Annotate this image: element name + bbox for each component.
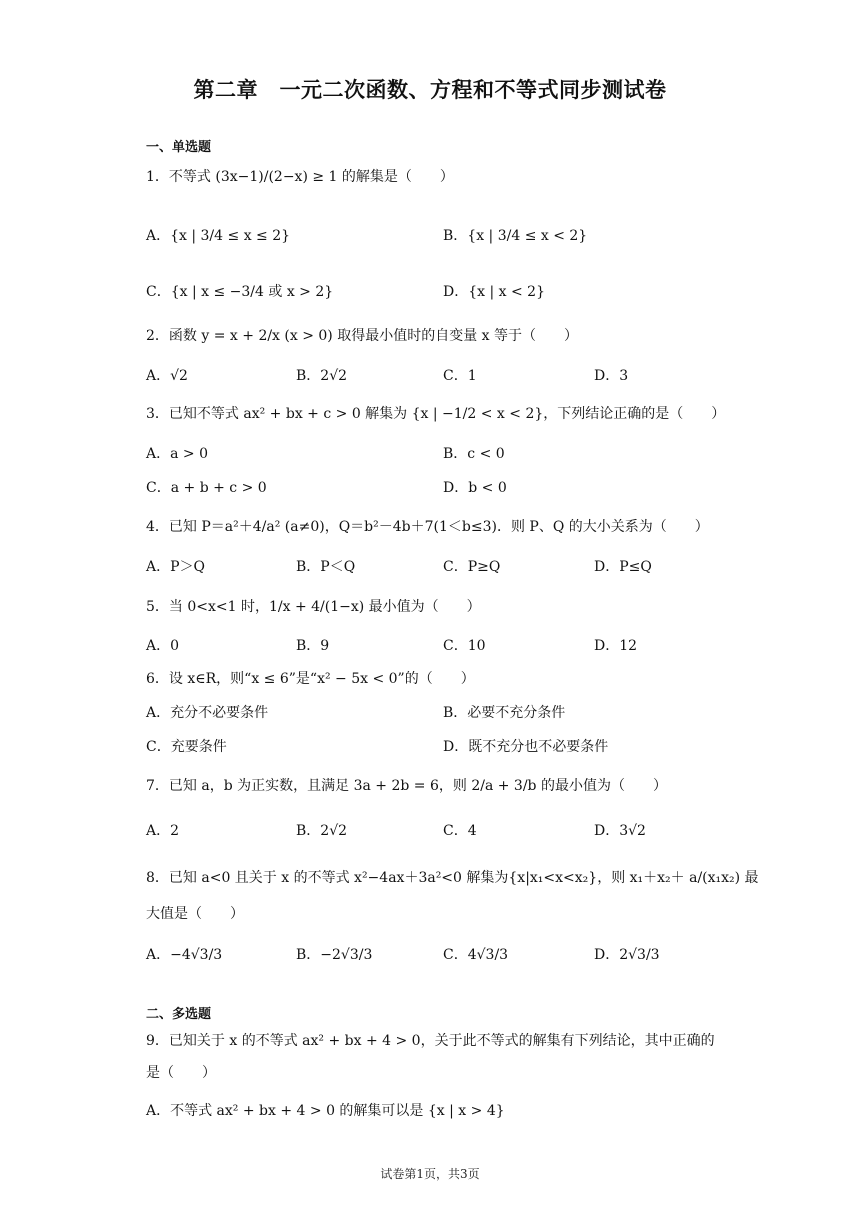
q4-option-c: C．P≥Q bbox=[443, 559, 501, 575]
question-1 bbox=[146, 167, 454, 187]
question-9 bbox=[146, 1031, 715, 1051]
question-2 bbox=[146, 326, 578, 346]
question-stem: 已知 a，b 为正实数，且满足 3a + 2b = 6，则 2/a + 3/b 的最小值为（ ） bbox=[168, 778, 667, 794]
question-7 bbox=[146, 776, 667, 796]
q5-option-d: D．12 bbox=[594, 638, 638, 654]
question-stem: 已知不等式 ax² + bx + c > 0 解集为 {x | −1/2 < x < 2}，下列结论正确的是（ ） bbox=[168, 406, 726, 422]
q8-option-b: B．−2√3/3 bbox=[296, 947, 373, 963]
q6-option-b: B．必要不充分条件 bbox=[443, 705, 566, 721]
question-number: 1． bbox=[146, 169, 169, 185]
question-stem: 已知 P＝a²＋4/a² (a≠0)，Q＝b²－4b＋7(1＜b≤3)．则 P、Q 的大小关系为（ ） bbox=[168, 519, 709, 535]
question-number: 2． bbox=[146, 328, 169, 344]
question-number: 4． bbox=[146, 519, 169, 535]
page-title: 第二章 一元二次函数、方程和不等式同步测试卷 bbox=[193, 78, 667, 102]
q6-option-c: C．充要条件 bbox=[146, 739, 227, 755]
q2-option-d: D．3 bbox=[594, 368, 629, 384]
question-number: 9． bbox=[146, 1033, 169, 1049]
question-3 bbox=[146, 404, 725, 424]
q2-option-a: A．√2 bbox=[146, 368, 188, 384]
q5-option-c: C．10 bbox=[443, 638, 486, 654]
q6-option-a: A．充分不必要条件 bbox=[146, 705, 269, 721]
q7-option-d: D．3√2 bbox=[594, 823, 646, 839]
q1-option-c: C．{x | x ≤ −3/4 或 x > 2} bbox=[146, 284, 334, 300]
question-number: 8． bbox=[146, 870, 169, 886]
question-9-continued: 是（ ） bbox=[146, 1065, 216, 1081]
q4-option-b: B．P＜Q bbox=[296, 559, 356, 575]
question-number: 3． bbox=[146, 406, 169, 422]
q1-option-d: D．{x | x < 2} bbox=[443, 284, 545, 300]
q3-option-d: D．b < 0 bbox=[443, 480, 507, 496]
question-stem: 设 x∈R，则“x ≤ 6”是“x² − 5x < 0”的（ ） bbox=[168, 671, 475, 687]
question-stem: 函数 y = x + 2/x (x > 0) 取得最小值时的自变量 x 等于（ ） bbox=[168, 328, 579, 344]
question-stem: 不等式 (3x−1)/(2−x) ≥ 1 的解集是（ ） bbox=[168, 169, 454, 185]
section-heading-single-choice: 一、单选题 bbox=[146, 140, 212, 155]
q7-option-c: C．4 bbox=[443, 823, 477, 839]
question-4 bbox=[146, 517, 709, 537]
question-6 bbox=[146, 669, 475, 689]
question-number: 7． bbox=[146, 778, 169, 794]
question-number: 6． bbox=[146, 671, 169, 687]
q9-option-a: A．不等式 ax² + bx + 4 > 0 的解集可以是 {x | x > 4} bbox=[146, 1103, 505, 1119]
q5-option-b: B．9 bbox=[296, 638, 330, 654]
q3-option-a: A．a > 0 bbox=[146, 446, 208, 462]
q4-option-d: D．P≤Q bbox=[594, 559, 652, 575]
question-8-continued: 大值是（ ） bbox=[146, 906, 244, 922]
q6-option-d: D．既不充分也不必要条件 bbox=[443, 739, 609, 755]
question-number: 5． bbox=[146, 599, 169, 615]
q1-option-b: B．{x | 3/4 ≤ x < 2} bbox=[443, 228, 588, 244]
question-stem: 当 0<x<1 时，1/x + 4/(1−x) 最小值为（ ） bbox=[168, 599, 481, 615]
q5-option-a: A．0 bbox=[146, 638, 180, 654]
q8-option-d: D．2√3/3 bbox=[594, 947, 660, 963]
q8-option-c: C．4√3/3 bbox=[443, 947, 509, 963]
q4-option-a: A．P＞Q bbox=[146, 559, 206, 575]
q8-option-a: A．−4√3/3 bbox=[146, 947, 223, 963]
q1-option-a: A．{x | 3/4 ≤ x ≤ 2} bbox=[146, 228, 291, 244]
q2-option-c: C．1 bbox=[443, 368, 477, 384]
page-footer: 试卷第1页，共3页 bbox=[380, 1167, 480, 1181]
q3-option-c: C．a + b + c > 0 bbox=[146, 480, 267, 496]
section-heading-multi-choice: 二、多选题 bbox=[146, 1007, 212, 1022]
question-5 bbox=[146, 597, 481, 617]
question-stem: 已知关于 x 的不等式 ax² + bx + 4 > 0，关于此不等式的解集有下列结论，其中正确的 bbox=[168, 1033, 715, 1049]
q7-option-b: B．2√2 bbox=[296, 823, 348, 839]
q3-option-b: B．c < 0 bbox=[443, 446, 505, 462]
q2-option-b: B．2√2 bbox=[296, 368, 348, 384]
q7-option-a: A．2 bbox=[146, 823, 180, 839]
question-stem: 已知 a<0 且关于 x 的不等式 x²−4ax＋3a²<0 解集为{x|x₁<x<x₂}，则 x₁＋x₂＋ a/(x₁x₂) 最 bbox=[168, 870, 759, 886]
question-8 bbox=[146, 868, 759, 888]
